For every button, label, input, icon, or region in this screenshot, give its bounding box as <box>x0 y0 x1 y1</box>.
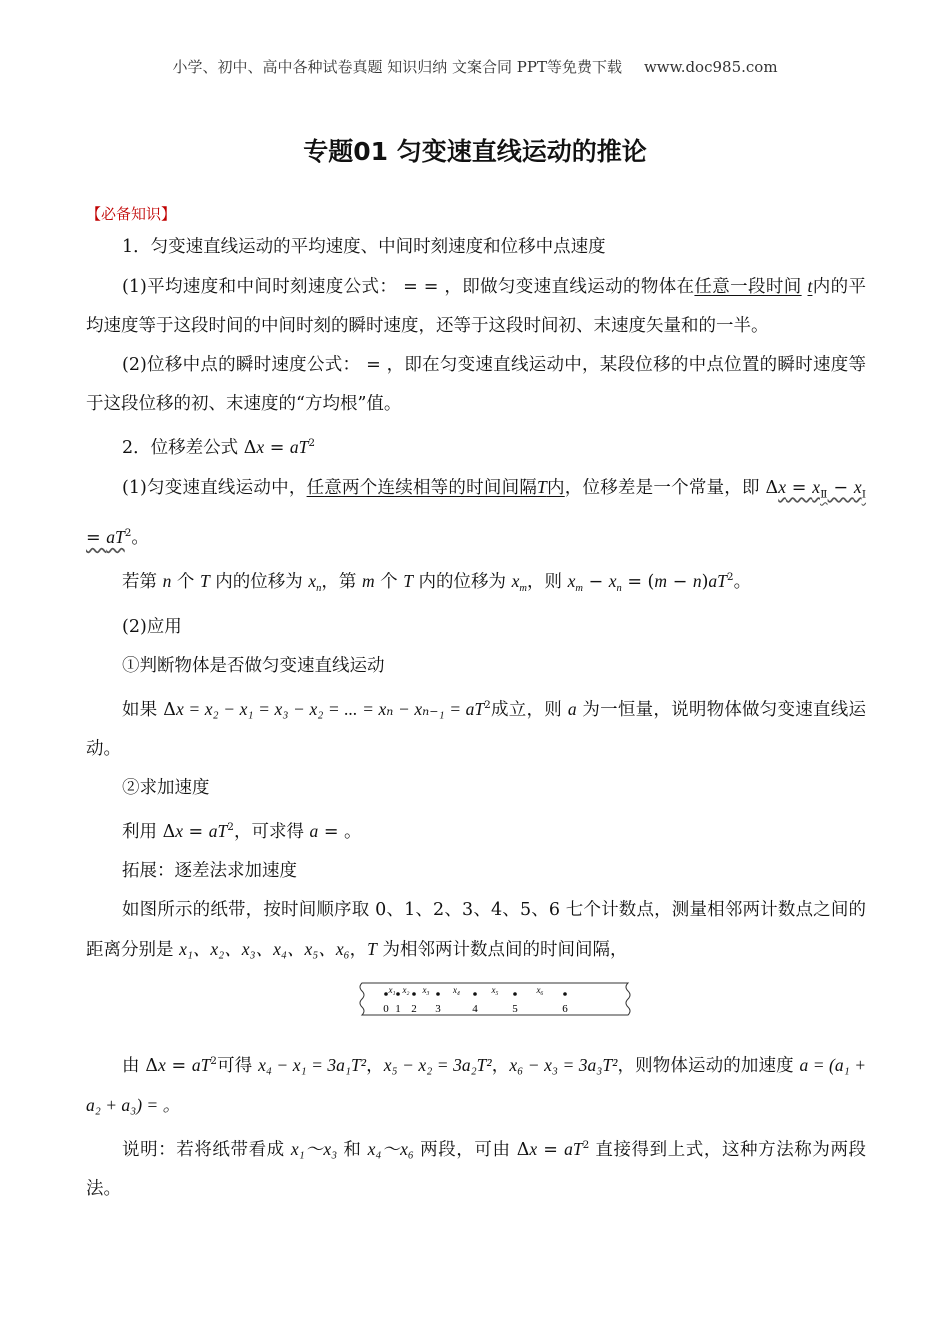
var-T: T <box>199 570 210 591</box>
text: 即在匀变速直线运动中，某段位移的中点位置的瞬时速度等于这段位移的初、末速度的“方均根”值。 <box>86 355 866 414</box>
text: 内的位移为 <box>209 571 309 592</box>
var-a: a <box>799 1054 809 1075</box>
text: 为相邻两计数点间的时间间隔， <box>376 940 628 961</box>
var-T: T <box>367 939 377 960</box>
var-aT: aT <box>564 1138 583 1159</box>
tape-segment-label: x₄ <box>452 985 461 996</box>
var-x: x <box>853 476 862 497</box>
formula: x₆ − x₃ = 3a₃T² <box>509 1054 618 1075</box>
paragraph-11 <box>86 808 866 852</box>
superscript: 2 <box>227 821 234 834</box>
subscript: m <box>519 583 527 595</box>
text: 。 <box>733 571 752 592</box>
var-n: n <box>692 570 702 591</box>
var-m: m <box>654 570 668 591</box>
superscript: 2 <box>210 1055 217 1068</box>
text: ，则 <box>526 571 568 592</box>
var-x: x <box>308 570 317 591</box>
var-x: x <box>812 476 820 497</box>
text: = <box>264 437 290 458</box>
text: 。 <box>131 528 149 549</box>
text: ，第 <box>321 571 362 592</box>
paragraph-10: ②求加速度 <box>122 778 210 799</box>
tape-dot <box>513 992 517 996</box>
header-site: www.doc985.com <box>643 58 778 76</box>
text: ，位移差是一个常量，即 Δ <box>564 477 779 498</box>
paragraph-6 <box>86 558 866 608</box>
subscript: m <box>575 583 583 595</box>
text: = ( <box>621 571 655 592</box>
text: ， <box>491 1055 510 1076</box>
text: 直接得到上式，这种方法称为两段法。 <box>86 1139 867 1199</box>
formula: = ， <box>360 355 405 375</box>
var-aT: aT <box>191 1054 211 1075</box>
text: ， <box>365 1055 384 1076</box>
subscript: n <box>616 583 622 595</box>
var-x: x <box>778 476 786 497</box>
var-x: x <box>175 821 183 842</box>
text: = <box>165 1055 192 1076</box>
paragraph-9 <box>86 686 866 769</box>
var-x: x <box>511 570 520 591</box>
formula: x₅ − x₂ = 3a₂T² <box>383 1054 492 1075</box>
tape-number-label: 3 <box>435 1003 441 1016</box>
text: 如果 Δ <box>122 700 176 721</box>
text: 即做匀变速直线运动的物体在 <box>462 277 695 297</box>
tape-number-label: 2 <box>411 1003 417 1016</box>
underlined-text: 任意一段时间 <box>694 277 802 297</box>
paragraph-12: 拓展：逐差法求加速度 <box>122 861 297 882</box>
tape-dot <box>384 992 388 996</box>
text: 个 <box>374 571 404 592</box>
text: 为一恒量，说明物体做匀变速直线运动。 <box>86 700 867 760</box>
text: = 。 <box>318 822 362 843</box>
paragraph-1: 1．匀变速直线运动的平均速度、中间时刻速度和位移中点速度 <box>122 237 606 257</box>
text: = <box>86 528 107 549</box>
tape-number-label: 4 <box>472 1003 478 1016</box>
paragraph-14 <box>86 1042 866 1126</box>
tape-dot <box>436 992 440 996</box>
tape-number-label: 0 <box>383 1003 389 1016</box>
text: 由 Δ <box>122 1055 158 1076</box>
page-header <box>0 56 950 77</box>
superscript: 2 <box>484 699 491 712</box>
text: 说明：若将纸带看成 <box>122 1139 291 1160</box>
tape-dot <box>412 992 416 996</box>
superscript: 2 <box>308 437 316 449</box>
text: ，则物体运动的加速度 <box>617 1055 800 1076</box>
tape-dot <box>473 992 477 996</box>
superscript: 2 <box>582 1138 590 1151</box>
var-aT: aT <box>208 821 228 842</box>
text: 两段，可由 Δ <box>414 1139 530 1160</box>
text: ， <box>349 940 368 961</box>
paper-tape-figure <box>86 974 866 1036</box>
tape-dot <box>563 992 567 996</box>
underlined-text: 内 <box>546 477 565 498</box>
formula: = x₂ − x₁ = x₃ − x₂ = ... = xₙ − xₙ₋₁ = <box>183 699 466 720</box>
superscript: 2 <box>726 571 734 584</box>
formula: x₁～x₃ <box>290 1138 338 1159</box>
document-body <box>86 200 866 1209</box>
formula: x₄～x₆ <box>367 1138 414 1159</box>
paragraph-13 <box>86 891 866 970</box>
text: − <box>827 477 854 498</box>
text: − <box>582 571 609 592</box>
var-n: n <box>162 570 172 591</box>
tape-segment-label: x₂ <box>402 985 410 996</box>
header-text: 小学、初中、高中各种试卷真题 知识归纳 文案合同 PPT等免费下载 <box>172 58 622 76</box>
var-t: t <box>807 276 813 296</box>
text: 内的位移为 <box>412 571 512 592</box>
text: 若第 <box>122 571 163 592</box>
var-list: x₁、x₂、x₃、x₄、x₅、x₆ <box>179 939 350 960</box>
tape-dot <box>396 992 400 996</box>
subscript: n <box>316 583 322 595</box>
text: 如图所示的纸带，按时间顺序取 0、1、2、3、4、5、6 七个计数点，测量相邻两计数点之间的距离分别是 <box>86 900 866 961</box>
text: ，可求得 <box>233 822 310 843</box>
var-aT: aT <box>106 527 125 548</box>
formula: x₄ − x₁ = 3a₁T² <box>258 1054 366 1075</box>
text: (1)平均速度和中间时刻速度公式： <box>122 277 398 297</box>
var-m: m <box>361 570 375 591</box>
section-tag: 【必备知识】 <box>86 205 177 223</box>
paragraph-2 <box>86 267 866 346</box>
var-aT: aT <box>708 570 727 591</box>
paragraph-15 <box>86 1126 866 1209</box>
text: 和 <box>337 1139 368 1160</box>
paragraph-8: ①判断物体是否做匀变速直线运动 <box>122 656 385 677</box>
tape-segment-label: x₃ <box>422 985 430 996</box>
tape-number-label: 5 <box>512 1003 518 1016</box>
paragraph-3 <box>86 346 866 424</box>
var-x: x <box>157 1054 166 1075</box>
text: − <box>667 571 693 592</box>
tape-number-label: 1 <box>395 1003 401 1016</box>
paragraph-7: (2)应用 <box>122 617 182 638</box>
var-x: x <box>529 1138 538 1159</box>
formula: = = ， <box>397 277 463 297</box>
underlined-text: 任意两个连续相等的时间间隔 <box>306 477 538 498</box>
text: 2．位移差公式 Δ <box>122 437 257 458</box>
text: = <box>785 477 813 498</box>
text: ) <box>701 571 709 592</box>
var-x: x <box>608 570 617 591</box>
tape-segment-label: x₁ <box>388 985 396 996</box>
paragraph-5 <box>86 468 866 558</box>
text: (1)匀变速直线运动中， <box>122 477 307 498</box>
var-x: x <box>567 570 576 591</box>
formula: = (a₁ + a₂ + a₃) = 。 <box>86 1054 866 1115</box>
tape-number-label: 6 <box>562 1003 568 1016</box>
tape-segment-label: x₆ <box>536 985 544 996</box>
var-a: a <box>567 699 577 720</box>
tape-segment-labels <box>387 985 543 995</box>
var-x: x <box>256 436 265 457</box>
text: 利用 Δ <box>122 822 176 843</box>
var-a: a <box>309 821 319 842</box>
paper-tape-diagram <box>356 982 634 1016</box>
subscript: Ⅱ <box>820 488 828 501</box>
superscript: 2 <box>124 527 132 540</box>
text: = <box>537 1139 565 1160</box>
var-aT: aT <box>465 699 485 720</box>
tape-segment-label: x₅ <box>491 985 499 996</box>
paragraph-4 <box>86 424 866 468</box>
page-title: 专题01 匀变速直线运动的推论 <box>303 137 647 166</box>
var-T: T <box>537 476 547 497</box>
subscript: Ⅰ <box>861 488 867 501</box>
text: = <box>182 822 209 843</box>
text: 成立，则 <box>490 700 568 721</box>
tape-number-labels <box>383 1003 568 1015</box>
var-T: T <box>403 570 413 591</box>
text: 个 <box>171 571 200 592</box>
text: (2)位移中点的瞬时速度公式： <box>122 355 361 375</box>
text: 可得 <box>216 1055 259 1076</box>
text: 内的平均速度等于这段时间的中间时刻的瞬时速度，还等于这段时间初、末速度矢量和的一半。 <box>86 277 867 336</box>
var-x: x <box>175 699 184 720</box>
var-aT: aT <box>289 436 309 457</box>
